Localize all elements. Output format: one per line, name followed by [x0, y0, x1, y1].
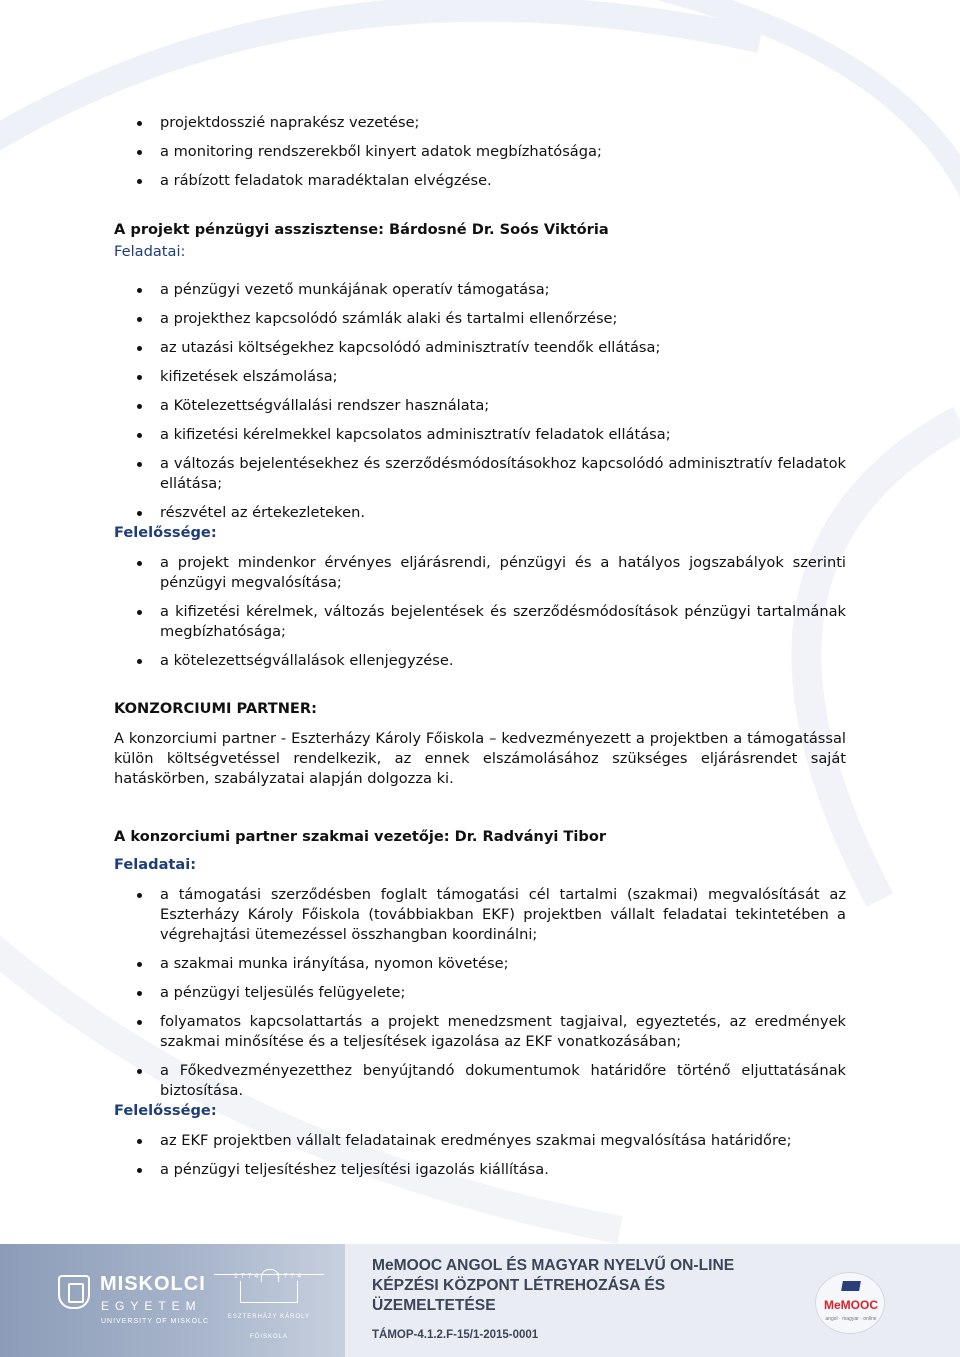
list-item: kifizetések elszámolása;: [114, 367, 846, 387]
list-item: a projekt mindenkor érvényes eljárásrendi, pénzügyi és a hatályos jogszabályok szerinti pénzügyi megvalósítása;: [114, 553, 846, 593]
memooc-logo: [815, 1272, 885, 1334]
partner-heading: KONZORCIUMI PARTNER:: [114, 700, 317, 717]
partner-lead-tasks-label: Feladatai:: [114, 856, 197, 873]
miskolc-logo-egyetem: EGYETEM: [101, 1299, 202, 1313]
list-item: a kifizetési kérelmek, változás bejelentések és szerződésmódosítások pénzügyi tartalmának megbízhatósága;: [114, 602, 846, 642]
list-item: részvétel az értekezleteken.: [114, 503, 846, 523]
list-responsibilities-previous: [114, 113, 846, 191]
assistant-tasks-list: [114, 280, 846, 523]
list-item: a monitoring rendszerekből kinyert adatok megbízhatósága;: [114, 142, 846, 162]
memooc-logo-subtext: angol · magyar · online: [825, 1316, 877, 1322]
ekf-logo-years: 1774 · 1774: [233, 1273, 305, 1280]
list-item: a szakmai munka irányítása, nyomon követése;: [114, 954, 846, 974]
ekf-logo-name: ESZTERHÁZY KÁROLY FŐISKOLA: [227, 1314, 311, 1340]
graduation-cap-icon: [841, 1281, 861, 1291]
partner-lead-resp-label: Felelőssége:: [114, 1102, 217, 1119]
list-item: projektdosszié naprakész vezetése;: [114, 113, 846, 133]
assistant-resp-label: Felelőssége:: [114, 524, 217, 541]
list-item: a Főkedvezményezetthez benyújtandó dokumentumok határidőre történő eljuttatásának biztosítása.: [114, 1061, 846, 1101]
partner-paragraph: A konzorciumi partner - Eszterházy Károly Főiskola – kedvezményezett a projektben a támogatással külön költségvetéssel rendelkezik, az ennek elszámolásához szükséges eljárásrendet saját hatáskörben, szabályzatai alapján dolgozza ki.: [114, 730, 846, 787]
list-item: a projekthez kapcsolódó számlák alaki és tartalmi ellenőrzése;: [114, 309, 846, 329]
partner-lead-heading: A konzorciumi partner szakmai vezetője: Dr. Radványi Tibor: [114, 828, 607, 845]
list-item: a támogatási szerződésben foglalt támogatási cél tartalmi (szakmai) megvalósítását az Eszterházy Károly Főiskola (továbbiakban EKF) projektben vállalt feladatai tekintetében a végrehajtási ütemezéssel összhangban koordinálni;: [114, 885, 846, 945]
document-body: [114, 113, 846, 1180]
project-code: TÁMOP-4.1.2.F-15/1-2015-0001: [372, 1329, 539, 1341]
list-item: a kifizetési kérelmekkel kapcsolatos adminisztratív feladatok ellátása;: [114, 425, 846, 445]
partner-lead-resp-list: [114, 1131, 846, 1180]
miskolc-logo-name: MISKOLCI: [100, 1273, 206, 1295]
list-item: a változás bejelentésekhez és szerződésmódosításokhoz kapcsolódó adminisztratív feladatok ellátása;: [114, 454, 846, 494]
miskolc-logo-university: UNIVERSITY OF MISKOLC: [101, 1318, 209, 1325]
list-item: a pénzügyi teljesítéshez teljesítési igazolás kiállítása.: [114, 1160, 846, 1180]
footer-partner-logos: [0, 1244, 345, 1357]
list-item: az EKF projektben vállalt feladatainak eredményes szakmai megvalósítása határidőre;: [114, 1131, 846, 1151]
page-footer: [0, 1244, 960, 1357]
list-item: az utazási költségekhez kapcsolódó adminisztratív teendők ellátása;: [114, 338, 846, 358]
assistant-heading: A projekt pénzügyi asszisztense: Bárdosné Dr. Soós Viktória: [114, 221, 609, 238]
assistant-resp-list: [114, 553, 846, 671]
assistant-tasks-label: Feladatai:: [114, 243, 186, 260]
partner-lead-tasks-list: [114, 885, 846, 1101]
list-item: a pénzügyi teljesülés felügyelete;: [114, 983, 846, 1003]
list-item: a pénzügyi vezető munkájának operatív támogatása;: [114, 280, 846, 300]
memooc-logo-text: MeMOOC: [824, 1298, 878, 1312]
list-item: folyamatos kapcsolattartás a projekt menedzsment tagjaival, egyeztetés, az eredmények szakmai minősítése és a teljesítések igazolása az EKF vonatkozásában;: [114, 1012, 846, 1052]
list-item: a Kötelezettségvállalási rendszer használata;: [114, 396, 846, 416]
list-item: a kötelezettségvállalások ellenjegyzése.: [114, 651, 846, 671]
ekf-building-icon: [240, 1281, 298, 1303]
list-item: a rábízott feladatok maradéktalan elvégzése.: [114, 171, 846, 191]
miskolc-crest-icon: [58, 1275, 90, 1309]
ekf-logo: [214, 1273, 324, 1340]
project-title: MeMOOC ANGOL ÉS MAGYAR NYELVŰ ON-LINE KÉPZÉSI KÖZPONT LÉTREHOZÁSA ÉS ÜZEMELTETÉSE: [372, 1257, 735, 1314]
